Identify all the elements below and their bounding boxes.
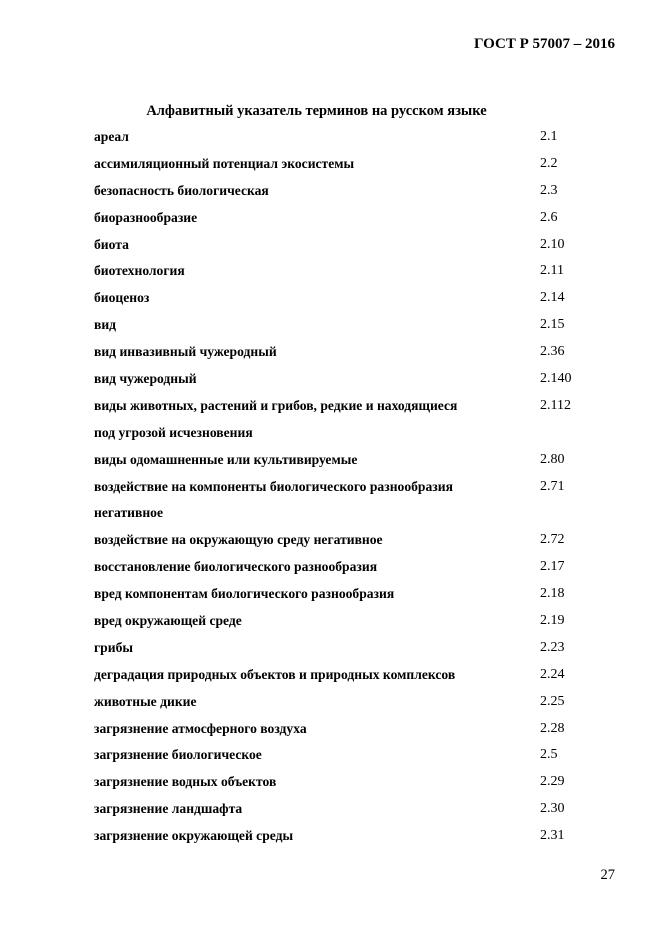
index-term-line: вид чужеродный bbox=[94, 371, 197, 387]
index-entry bbox=[94, 151, 594, 178]
index-term-number: 2.25 bbox=[540, 693, 565, 709]
index-entry bbox=[94, 124, 594, 151]
index-entry bbox=[94, 258, 594, 285]
index-term-number: 2.31 bbox=[540, 828, 565, 844]
index-term-line: восстановление биологического разнообразия bbox=[94, 559, 378, 575]
index-term-number: 2.24 bbox=[540, 666, 565, 682]
index-term-line: виды животных, растений и грибов, редкие и находящиеся bbox=[94, 397, 458, 413]
index-term-number: 2.19 bbox=[540, 613, 565, 629]
index-entry bbox=[94, 312, 594, 339]
index-entry bbox=[94, 796, 594, 823]
index-entry bbox=[94, 339, 594, 366]
index-entry bbox=[94, 823, 594, 850]
index-term-line: безопасность биологическая bbox=[94, 182, 269, 198]
index-term-line: ассимиляционный потенциал экосистемы bbox=[94, 155, 355, 171]
index-entry bbox=[94, 366, 594, 393]
index-entry bbox=[94, 527, 594, 554]
page-number: 27 bbox=[600, 867, 615, 883]
index-term-line: ареал bbox=[94, 129, 129, 144]
index-term-number: 2.72 bbox=[540, 532, 565, 548]
index-title-text: Алфавитный указатель терминов на русском языке bbox=[146, 103, 487, 119]
index-entry bbox=[94, 662, 594, 689]
index-entry bbox=[94, 554, 594, 581]
index-term-line: загрязнение атмосферного воздуха bbox=[94, 720, 307, 736]
index-entry bbox=[94, 393, 594, 447]
index-term-number: 2.29 bbox=[540, 774, 565, 790]
index-term-line: грибы bbox=[94, 639, 133, 655]
index-entry bbox=[94, 447, 594, 474]
index-term-line: биоразнообразие bbox=[94, 209, 198, 225]
index-term-number: 2.2 bbox=[540, 155, 558, 171]
index-term-number: 2.14 bbox=[540, 290, 565, 306]
index-term-number: 2.28 bbox=[540, 720, 565, 736]
index-term-line: виды одомашненные или культивируемые bbox=[94, 451, 358, 467]
index-entry bbox=[94, 635, 594, 662]
index-entry bbox=[94, 716, 594, 743]
index-term-number: 2.140 bbox=[540, 371, 572, 387]
index-term-number: 2.18 bbox=[540, 586, 565, 602]
index-term-line: воздействие на компоненты биологического разнообразия bbox=[94, 478, 453, 494]
index-title bbox=[0, 103, 661, 120]
index-term-number: 2.10 bbox=[540, 236, 565, 252]
index-term-number: 2.80 bbox=[540, 451, 565, 467]
index-entry bbox=[94, 205, 594, 232]
index-term-line: вред окружающей среде bbox=[94, 613, 242, 629]
index-entry bbox=[94, 232, 594, 259]
index-term-line: негативное bbox=[94, 505, 163, 521]
index-entry bbox=[94, 285, 594, 312]
index-entry bbox=[94, 689, 594, 716]
index-term-number: 2.23 bbox=[540, 639, 565, 655]
index-term-number: 2.11 bbox=[540, 263, 564, 279]
index-term-line: под угрозой исчезновения bbox=[94, 424, 253, 440]
index-term-line: вид инвазивный чужеродный bbox=[94, 344, 277, 360]
index-term-number: 2.1 bbox=[540, 129, 558, 144]
index-term-number: 2.15 bbox=[540, 317, 565, 333]
index-term-line: деградация природных объектов и природных комплексов bbox=[94, 666, 456, 682]
index-term-line: животные дикие bbox=[94, 693, 197, 709]
index-term-number: 2.36 bbox=[540, 344, 565, 360]
index-entry bbox=[94, 608, 594, 635]
index-term-number: 2.71 bbox=[540, 478, 565, 494]
term-index-list bbox=[94, 124, 594, 850]
index-term-number: 2.112 bbox=[540, 397, 571, 413]
index-term-line: биотехнология bbox=[94, 263, 185, 279]
index-term-line: вид bbox=[94, 317, 117, 333]
index-term-number: 2.3 bbox=[540, 182, 558, 198]
index-entry bbox=[94, 581, 594, 608]
index-term-number: 2.30 bbox=[540, 801, 565, 817]
index-entry bbox=[94, 742, 594, 769]
index-entry bbox=[94, 178, 594, 205]
index-term-line: загрязнение ландшафта bbox=[94, 801, 243, 817]
index-term-line: вред компонентам биологического разнообразия bbox=[94, 586, 395, 602]
index-term-number: 2.6 bbox=[540, 209, 558, 225]
index-term-line: воздействие на окружающую среду негативное bbox=[94, 532, 383, 548]
index-term-number: 2.17 bbox=[540, 559, 565, 575]
index-term-line: загрязнение водных объектов bbox=[94, 774, 277, 790]
index-term-line: загрязнение окружающей среды bbox=[94, 828, 294, 844]
document-code: ГОСТ Р 57007 – 2016 bbox=[473, 36, 615, 52]
index-term-number: 2.5 bbox=[540, 747, 558, 763]
index-term-line: биота bbox=[94, 236, 129, 252]
index-term-line: биоценоз bbox=[94, 290, 150, 306]
index-entry bbox=[94, 769, 594, 796]
index-entry bbox=[94, 474, 594, 528]
index-term-line: загрязнение биологическое bbox=[94, 747, 262, 763]
